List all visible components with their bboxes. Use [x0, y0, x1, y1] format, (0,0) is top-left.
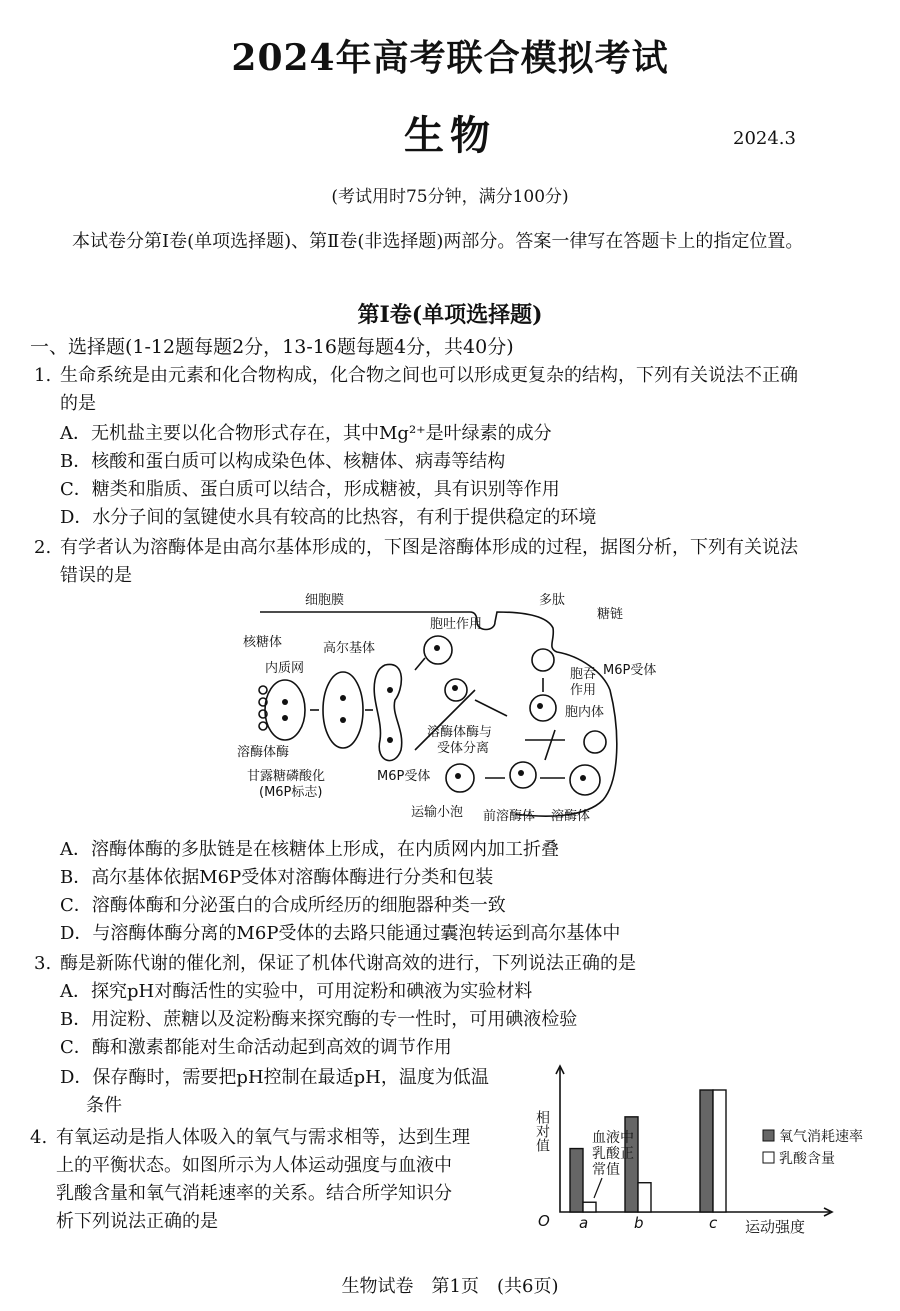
- enzyme-separation-label-2: 受体分离: [437, 741, 490, 756]
- sugar-chain-label: 糖链: [597, 607, 624, 622]
- q2-option-a: A．溶酶体酶的多肽链是在核糖体上形成，在内质网内加工折叠: [60, 839, 559, 860]
- m6p-receptor-right-label: M6P受体: [603, 663, 657, 678]
- endocytosis-label-2: 作用: [570, 683, 597, 698]
- bar-lactate-c: [713, 1090, 726, 1212]
- question-stem-cont: 错误的是: [60, 565, 132, 586]
- er-vesicle: [265, 680, 305, 740]
- question-stem: 有学者认为溶酶体是由高尔基体形成的，下图是溶酶体形成的过程，据图分析，下列有关说法: [60, 537, 798, 558]
- question-stem-line: 析下列说法正确的是: [56, 1211, 218, 1232]
- question-stem-line: 有氧运动是指人体吸入的氧气与需求相等，达到生理: [56, 1127, 470, 1148]
- enzyme-separation-label-1: 溶酶体酶与: [427, 725, 493, 740]
- q1-option-d: D．水分子间的氢键使水具有较高的比热容，有利于提供稳定的环境: [60, 507, 597, 528]
- y-axis-label: 相对值: [534, 1110, 550, 1152]
- part-title: 第Ⅰ卷(单项选择题): [357, 302, 543, 328]
- question-stem: 生命系统是由元素和化合物构成，化合物之间也可以形成更复杂的结构，下列有关说法不正确: [60, 365, 798, 386]
- polypeptide-label: 多肽: [539, 593, 566, 608]
- q2-option-d: D．与溶酶体酶分离的M6P受体的去路只能通过囊泡转运到高尔基体中: [60, 923, 621, 944]
- pre-lysosome-label: 前溶酶体: [483, 809, 536, 824]
- q1-option-a: A．无机盐主要以化合物形式存在，其中Mg²⁺是叶绿素的成分: [60, 423, 552, 444]
- subject-title: 生物: [404, 112, 496, 159]
- transport-vesicle-label: 运输小泡: [411, 805, 464, 820]
- endosome-label: 胞内体: [565, 705, 605, 720]
- annotation-line: 常值: [592, 1162, 620, 1178]
- x-tick-label: c: [709, 1214, 718, 1232]
- legend-lactate: 乳酸含量: [779, 1151, 835, 1167]
- annotation-pointer: [594, 1178, 602, 1198]
- annotation-line: 乳酸正: [592, 1146, 634, 1162]
- x-tick-label: a: [579, 1214, 589, 1232]
- golgi-label: 高尔基体: [323, 641, 376, 656]
- q3-option-a: A．探究pH对酶活性的实验中，可用淀粉和碘液为实验材料: [60, 981, 533, 1002]
- exocytosis-label: 胞吐作用: [430, 617, 483, 632]
- bar-lactate-a: [583, 1202, 596, 1212]
- question-stem: 酶是新陈代谢的催化剂，保证了机体代谢高效的进行，下列说法正确的是: [60, 953, 636, 974]
- lysosome-label: 溶酶体: [551, 809, 591, 824]
- golgi-cisterna-2: [374, 664, 402, 760]
- q3-option-c: C．酶和激素都能对生命活动起到高效的调节作用: [60, 1037, 452, 1058]
- golgi-cisterna-1: [323, 672, 363, 748]
- bar-lactate-b: [638, 1183, 651, 1212]
- q2-option-c: C．溶酶体酶和分泌蛋白的合成所经历的细胞器种类一致: [60, 895, 506, 916]
- question-number: 1.: [34, 365, 52, 386]
- lysosome-formation-diagram: [225, 590, 657, 828]
- q2-option-b: B．高尔基体依据M6P受体对溶酶体酶进行分类和包装: [60, 867, 494, 888]
- bar-oxygen-c: [700, 1090, 713, 1212]
- m6p-receptor-left-label: M6P受体: [377, 769, 431, 784]
- question-stem-line: 上的平衡状态。如图所示为人体运动强度与血液中: [56, 1155, 452, 1176]
- er-label: 内质网: [265, 661, 305, 676]
- q3-option-b: B．用淀粉、蔗糖以及淀粉酶来探究酶的专一性时，可用碘液检验: [60, 1009, 578, 1030]
- membrane-label: 细胞膜: [305, 593, 345, 608]
- endocytosis-label-1: 胞吞: [570, 667, 597, 682]
- q1-option-b: B．核酸和蛋白质可以构成染色体、核糖体、病毒等结构: [60, 451, 506, 472]
- question-number: 4.: [30, 1127, 48, 1148]
- x-axis-label: 运动强度: [745, 1218, 806, 1236]
- annotation-line: 血液中: [592, 1130, 634, 1146]
- legend-swatch-lactate: [763, 1152, 774, 1163]
- exam-intro: 本试卷分第Ⅰ卷(单项选择题)、第Ⅱ卷(非选择题)两部分。答案一律写在答题卡上的指定位置。: [72, 231, 804, 252]
- q1-option-c: C．糖类和脂质、蛋白质可以结合，形成糖被，具有识别等作用: [60, 479, 560, 500]
- x-tick-label: b: [634, 1214, 644, 1232]
- origin-label: O: [538, 1212, 550, 1230]
- question-number: 2.: [34, 537, 52, 558]
- mannose-label-2: (M6P标志): [259, 785, 323, 800]
- bar-oxygen-a: [570, 1149, 583, 1212]
- exam-info: (考试用时75分钟，满分100分): [331, 187, 569, 207]
- q3-option-d: D．保存酶时，需要把pH控制在最适pH，温度为低温: [60, 1067, 489, 1088]
- exam-date: 2024.3: [733, 128, 796, 149]
- page-footer: 生物试卷 第1页 (共6页): [341, 1276, 559, 1297]
- question-number: 3.: [34, 953, 52, 974]
- ribosome-label: 核糖体: [243, 635, 283, 650]
- legend-oxygen: 氧气消耗速率: [779, 1129, 863, 1145]
- exam-title: 2024年高考联合模拟考试: [231, 37, 669, 79]
- legend-swatch-oxygen: [763, 1130, 774, 1141]
- q3-option-d-cont: 条件: [86, 1095, 122, 1116]
- exercise-bar-chart: [530, 1060, 890, 1240]
- question-stem-cont: 的是: [60, 393, 96, 414]
- mannose-label-1: 甘露糖磷酸化: [247, 769, 326, 784]
- section-heading: 一、选择题(1-12题每题2分，13-16题每题4分，共40分): [30, 336, 514, 358]
- lysosomal-enzyme-label: 溶酶体酶: [237, 745, 290, 760]
- question-stem-line: 乳酸含量和氧气消耗速率的关系。结合所学知识分: [56, 1183, 452, 1204]
